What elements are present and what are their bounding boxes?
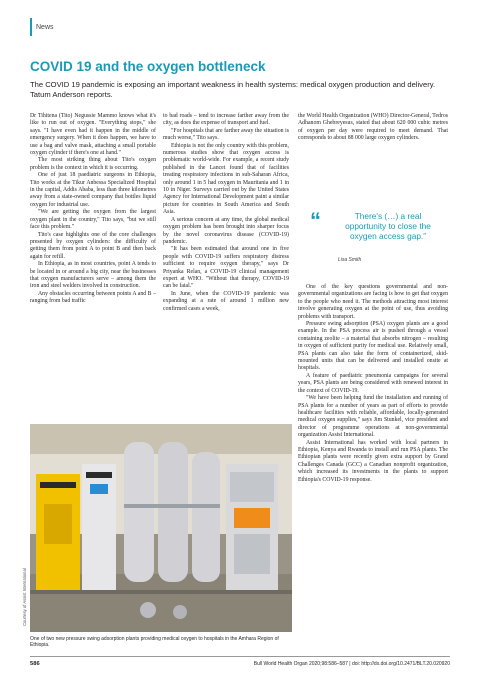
page-number: 586 [30, 661, 40, 667]
paragraph: Any obstacles occurring between points A and B – ranging from bad traffic [30, 290, 156, 305]
paragraph: Pressure swing adsorption (PSA) oxygen plants are a good example. In the PSA process air is pushed through a vessel containing zeolite – a material that absorbs nitrogen – resulting in oxygen of sufficient purity for medical use. Relatively small, PSA plants can also take the form of containerized, skid-mounted units that can be delivered and installed onsite at hospitals. [298, 321, 448, 372]
paragraph: In Ethiopia, as in most countries, point A tends to be located in or around a big city, near the businesses that oxygen manufacturers serve – among them the iron and steel welders involved in construction. [30, 261, 156, 290]
body-column-1 [30, 113, 156, 306]
footer-divider [30, 656, 450, 657]
body-column-3-continued [298, 284, 448, 484]
paragraph: A feature of paediatric pneumonia campaigns for several years, PSA plants are being considered with renewed interest in the context of COVID-19. [298, 372, 448, 394]
section-accent-bar [30, 18, 32, 36]
pull-quote-author: Lisa Smith [338, 257, 362, 263]
paragraph: the World Health Organization (WHO) Director-General, Tedros Adhanom Ghebreyesus, stated that about 620 000 cubic metres of oxygen per day were required to meet demand. That corresponds to about 88 000 large oxygen cylinders. [298, 113, 448, 142]
paragraph: "For hospitals that are farther away the situation is much worse," Tito says. [163, 127, 289, 142]
section-tag [30, 18, 54, 36]
paragraph: The most striking thing about Tito's oxygen problem is the context in which it is occurring. [30, 157, 156, 171]
paragraph: One of the key questions governmental and non-governmental organizations are facing is how to get that oxygen to the people who need it. The methods attracting most interest involve generating oxygen at the point of use, thus avoiding problems with transport. [298, 284, 448, 320]
paragraph: Assist International has worked with local partners in Ethiopia, Kenya and Rwanda to install and run PSA plants. The Ethiopian plants were recently given extra support by Grand Challenges Canada (GCC) a Canadian nonprofit organization, which increased its investments in the plants to support Ethiopia's COVID-19 response. [298, 439, 448, 483]
photo-caption: One of two new pressure swing adsorption plants providing medical oxygen to hospitals in the Amhara Region of Ethiopia. [30, 636, 279, 649]
paragraph: In June, when the COVID-19 pandemic was expanding at a rate of around 1 million new confirmed cases a week, [163, 290, 289, 312]
journal-citation: Bull World Health Organ 2020;98:586–587 | doi: http://dx.doi.org/10.2471/BLT.20.020920 [253, 661, 450, 667]
photo-credit: Courtesy of Assist International [22, 568, 27, 626]
body-column-3 [298, 113, 448, 143]
quote-mark-icon: “ [310, 208, 321, 233]
article-headline: COVID 19 and the oxygen bottleneck [30, 59, 266, 74]
paragraph: One of just 18 paediatric surgeons in Ethiopia, Tito works at the Tikur Anbessa Specialized Hospital in the capital, Addis Ababa, less than three kilometres away from a state-owned company that bottles liquid oxygen for industrial use. [30, 172, 156, 208]
paragraph: "We have been helping fund the installation and running of PSA plants for a number of years as part of efforts to provide healthcare facilities with reliable, affordable, locally-generated medical oxygen supplies," says Jim Stunkel, vice president and director of programme operations at non-governmental organization Assist International. [298, 395, 448, 439]
paragraph: Ethiopia is not the only country with this problem, numerous studies show that oxygen access is problematic world-wide. For example, a recent study published in the Lancet found that of facilities treating respiratory infections in sub-Saharan Africa, only around 1 in 5 had oxygen in Mauritania and 1 in 10 in Niger. Surveys carried out by the United States Agency for International Development paint a similar picture for countries in South America and South Asia. [163, 142, 289, 216]
paragraph: Tito's case highlights one of the core challenges presented by oxygen cylinders: the difficulty of getting them from point A to point B and then back again for refill. [30, 231, 156, 260]
pull-quote [298, 207, 448, 265]
paragraph: A serious concern at any time, the global medical oxygen problem has been brought into sharper focus by the novel coronavirus disease (COVID-19) pandemic. [163, 216, 289, 245]
pull-quote-text: There's (…) a real opportunity to close the oxygen access gap.” [345, 211, 431, 241]
paragraph: "It has been estimated that around one in five people with COVID-19 suffers respiratory distress sufficient to require oxygen therapy," says Dr Priyanka Relan, a COVID-19 clinical management expert at WHO. "Without that therapy, COVID-19 can be fatal." [163, 246, 289, 290]
paragraph: "We are getting the oxygen from the largest oxygen plant in the country," Tito says, "but we still face this problem." [30, 209, 156, 231]
paragraph: Dr Tihitena (Tito) Negussie Mammo knows what it's like to run out of oxygen. "Everything stops," she says. "I have even had it happen in the middle of emergency surgery. When it does happen, we have to use a bag and valve mask, attaching a small portable oxygen cylinder if there's one at hand." [30, 113, 156, 157]
body-column-2 [163, 113, 289, 313]
paragraph: to bad roads – tend to increase farther away from the city, as does the expense of transport and fuel. [163, 113, 289, 127]
oxygen-plant-photo [30, 424, 292, 632]
article-standfirst: The COVID 19 pandemic is exposing an important weakness in health systems: medical oxygen production and delivery. Tatum Anderson reports. [30, 80, 436, 99]
section-label: News [36, 23, 54, 31]
oxygen-plant-illustration [30, 424, 292, 632]
